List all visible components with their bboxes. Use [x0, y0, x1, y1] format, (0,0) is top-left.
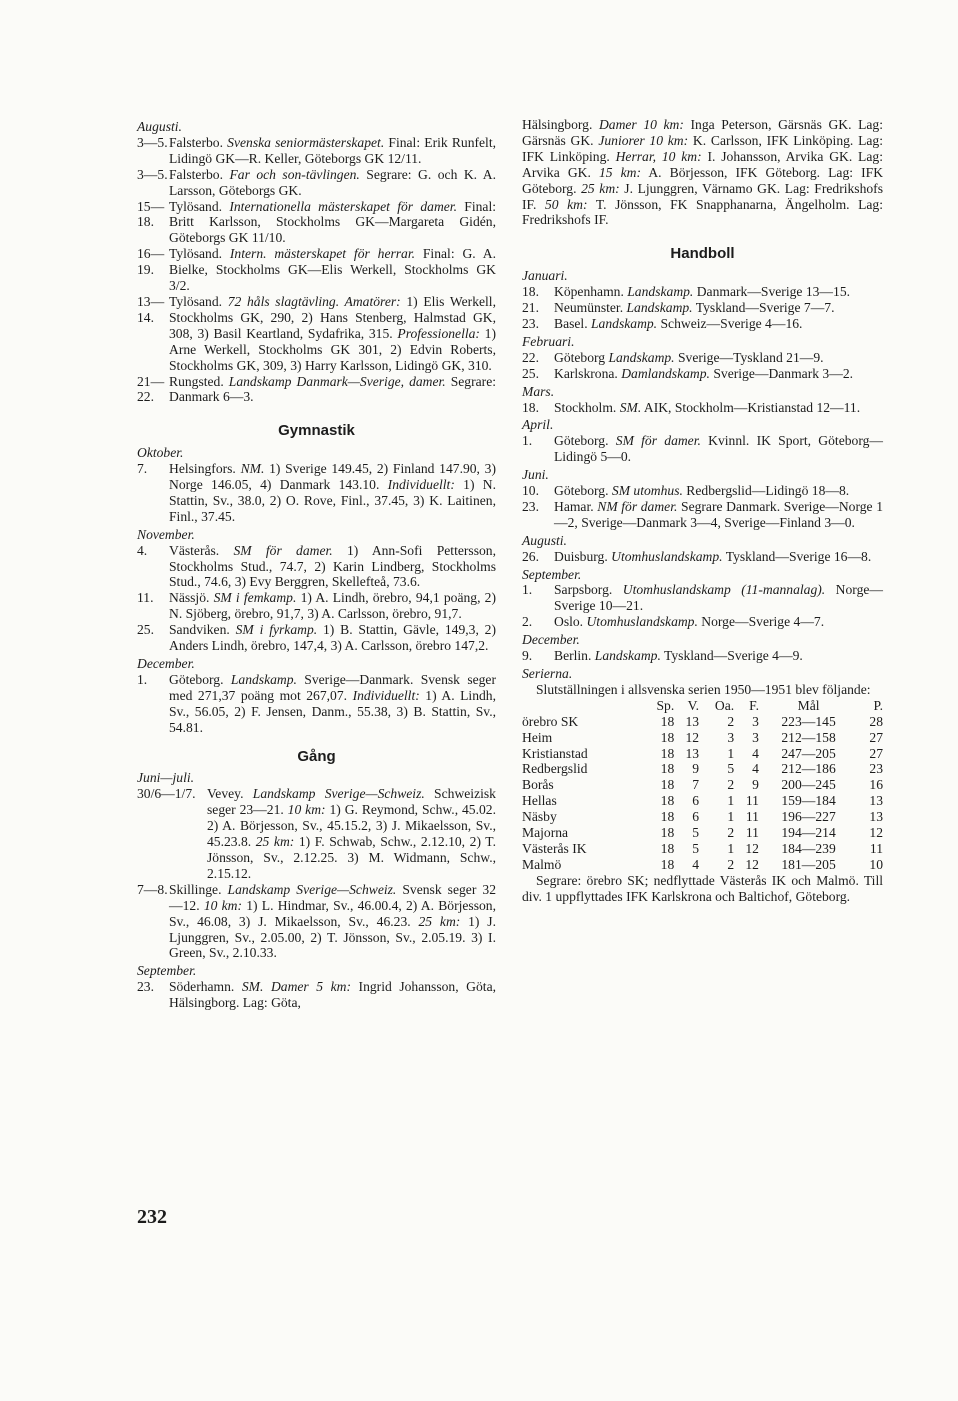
entry-text: Basel. Landskamp. Schweiz—Sverige 4—16. [554, 315, 803, 331]
cell-f: 12 [745, 856, 759, 872]
month-label: Februari. [522, 333, 575, 349]
result-entry [522, 366, 883, 382]
entry-text: Göteborg Landskamp. Sverige—Tyskland 21—9. [554, 349, 824, 365]
entry-text: Göteborg. SM för damer. Kvinnl. IK Sport, Göteborg—Lidingö 5—0. [554, 433, 883, 465]
entry-text: Vevey. Landskamp Sverige—Schweiz. Schweizisk seger 23—21. 10 km: 1) G. Reymond, Schw., 45.02. 2) A. Börjesson, Sv., 45.15.2, 3) J. Mikaelsson, Sv., 45.23.8. 25 km: 1) F. Schwab, Schw., 2.12.10, 2) T. Jönsson, Sv., 2.12.25. 3) M. Widmann, Schw., 2.15.12. [207, 786, 496, 881]
result-entry [522, 400, 883, 416]
result-entry [137, 622, 496, 654]
entry-text: Göteborg. Landskamp. Sverige—Danmark. Svensk seger med 271,37 poäng mot 267,07. Individuellt: 1) A. Lindh, Sv., 56.05, 2) F. Jensen, Danm., 55.38, 3) B. Stattin, Sv., 54.81. [169, 671, 496, 735]
cell-v: 5 [692, 825, 700, 841]
standings-footer: Segrare: örebro SK; nedflyttade Västerås IK och Malmö. Till div. 1 uppflyttades IFK Karlskrona och Baltichof, Göteborg. [522, 872, 883, 904]
month-label: Augusti. [522, 532, 567, 548]
entry-text: Stockholm. SM. AIK, Stockholm—Kristianstad 12—11. [554, 399, 861, 415]
col-mal: Mål [797, 697, 820, 713]
cell-v: 12 [685, 729, 700, 745]
cell-team: Näsby [522, 809, 557, 825]
section-heading-gang: Gång [297, 747, 336, 765]
cell-p: 23 [869, 761, 883, 777]
table-row [522, 809, 883, 825]
entry-date: 23. [522, 498, 539, 514]
cell-p: 13 [869, 793, 883, 809]
cell-oa: 2 [727, 856, 735, 872]
cell-f: 9 [752, 777, 759, 793]
month-label: Mars. [522, 383, 555, 399]
entry-date: 1. [522, 433, 533, 449]
entry-text: Duisburg. Utomhuslandskamp. Tyskland—Sverige 16—8. [554, 548, 872, 564]
handboll-section [522, 268, 883, 682]
cell-oa: 3 [727, 729, 735, 745]
col-sp: Sp. [656, 697, 675, 713]
entry-date: 16—19. [137, 246, 165, 278]
cell-sp: 18 [660, 825, 675, 841]
entry-date: 1. [522, 582, 533, 598]
result-entry [522, 483, 883, 499]
entry-date: 7—8. [137, 881, 168, 897]
month-label: Juni—juli. [137, 770, 195, 786]
cell-team: Redbergslid [522, 761, 588, 777]
cell-mal: 196—227 [781, 809, 836, 825]
cell-f: 4 [752, 761, 759, 777]
entry-text: Helsingfors. NM. 1) Sverige 149.45, 2) Finland 147.90, 3) Norge 146.05, 4) Danmark 143.10. Individuellt: 1) N. Stattin, Sv., 38.0, 2) O. Rove, Finl., 37.45, 3) K. Laitinen, Finl., 37.45. [169, 461, 497, 524]
result-entry [522, 350, 883, 366]
cell-sp: 18 [660, 745, 675, 761]
entry-date: 25. [137, 622, 154, 638]
entry-text: Sarpsborg. Utomhuslandskamp (11-mannalag). Norge—Sverige 10—21. [554, 582, 883, 614]
entry-text: Oslo. Utomhuslandskamp. Norge—Sverige 4—7. [554, 614, 825, 630]
entry-text: Falsterbo. Svenska seniormästerskapet. Final: Erik Runfelt, Lidingö GK—R. Keller, Göteborgs GK 12/11. [169, 134, 496, 166]
entry-date: 1. [137, 671, 148, 687]
month-label: December. [522, 632, 580, 648]
entry-text: Rungsted. Landskamp Danmark—Sverige, damer. Segrare: Danmark 6—3. [169, 373, 497, 405]
gang-continuation: Hälsingborg. Damer 10 km: Inga Peterson, Gärsnäs GK. Lag: Gärsnäs GK. Juniorer 10 km: K. Carlsson, IFK Linköping. Lag: IFK Linköping. Herrar, 10 km: I. Johansson, Arvika GK. Lag: Arvika GK. 15 km: A. Börjesson, IFK Göteborg. Lag: IFK Göteborg. 25 km: J. Ljunggren, Värnamo GK. Lag: Fredrikshofs IF. 50 km: T. Jönsson, FK Snapphanarna, Ängelholm. Lag: Fredrikshofs IF. [522, 117, 884, 228]
table-row [522, 761, 883, 777]
cell-team: örebro SK [522, 713, 579, 729]
cell-oa: 2 [727, 713, 735, 729]
result-entry [137, 135, 496, 167]
result-entry [137, 461, 496, 525]
cell-team: Hellas [522, 793, 557, 809]
result-entry [522, 300, 883, 316]
table-row [522, 714, 883, 730]
cell-p: 13 [869, 809, 883, 825]
cell-v: 6 [692, 793, 700, 809]
entry-date: 10. [522, 483, 539, 499]
entry-text: Nässjö. SM i femkamp. 1) A. Lindh, örebro, 94,1 poäng, 2) N. Sjöberg, örebro, 91,7, 3) A. Carlsson, örebro, 91,7. [169, 590, 496, 622]
cell-v: 6 [692, 809, 700, 825]
entry-text: Västerås. SM för damer. 1) Ann-Sofi Pettersson, Stockholms Stud., 74.7, 2) Karin Lindberg, Stockholms Stud., 74.6, 3) Evy Berggren, Skellefteå, 73.6. [169, 542, 496, 590]
result-entry [137, 882, 496, 962]
cell-oa: 1 [727, 793, 735, 809]
table-row [522, 841, 883, 857]
entry-date: 30/6—1/7. [137, 786, 196, 802]
cell-team: Kristianstad [522, 745, 588, 761]
result-entry [137, 246, 496, 294]
cell-p: 28 [869, 713, 883, 729]
result-entry [137, 672, 496, 736]
entry-text: Söderhamn. SM. Damer 5 km: Ingrid Johansson, Göta, Hälsingborg. Lag: Göta, [169, 979, 496, 1011]
cell-p: 27 [869, 745, 883, 761]
table-row [522, 746, 883, 762]
cell-team: Malmö [522, 856, 562, 872]
cell-sp: 18 [660, 809, 675, 825]
cell-sp: 18 [660, 729, 675, 745]
table-row [522, 730, 883, 746]
result-entry [522, 433, 883, 465]
result-entry [522, 316, 883, 332]
cell-mal: 223—145 [781, 713, 836, 729]
cell-team: Borås [522, 777, 554, 793]
result-entry [137, 543, 496, 591]
entry-text: Sandviken. SM i fyrkamp. 1) B. Stattin, Gävle, 149,3, 2) Anders Lindh, örebro, 147,4, 3) A. Carlsson, örebro 147,2. [169, 622, 496, 654]
cell-mal: 212—186 [781, 761, 836, 777]
section-heading-gymnastik: Gymnastik [278, 422, 355, 440]
entry-text: Berlin. Landskamp. Tyskland—Sverige 4—9. [554, 648, 803, 664]
table-row [522, 793, 883, 809]
result-entry [522, 582, 883, 614]
result-entry [522, 284, 883, 300]
left-column [137, 117, 496, 1011]
entry-date: 25. [522, 365, 539, 381]
cell-team: Västerås IK [522, 840, 587, 856]
entry-date: 26. [522, 548, 539, 564]
cell-p: 27 [869, 729, 883, 745]
standings-intro: Slutställningen i allsvenska serien 1950—1951 blev följande: [536, 681, 871, 697]
month-label: Juni. [522, 467, 549, 483]
cell-p: 10 [869, 856, 883, 872]
cell-v: 13 [685, 713, 700, 729]
cell-v: 7 [692, 777, 700, 793]
cell-v: 13 [685, 745, 700, 761]
entry-date: 15—18. [137, 198, 165, 230]
month-label: April. [522, 417, 554, 433]
cell-sp: 18 [660, 856, 675, 872]
result-entry [137, 979, 496, 1011]
entry-date: 23. [522, 315, 539, 331]
month-label: September. [137, 963, 197, 979]
month-label: Serierna. [522, 666, 573, 681]
result-entry [522, 499, 883, 531]
col-p: P. [873, 697, 883, 713]
month-label: Januari. [522, 268, 568, 284]
cell-p: 16 [869, 777, 883, 793]
cell-sp: 18 [660, 793, 675, 809]
entry-text: Hamar. NM för damer. Segrare Danmark. Sverige—Norge 1—2, Sverige—Danmark 3—4, Sverige—Finland 3—0. [554, 498, 883, 530]
entry-date: 13—14. [137, 293, 165, 325]
cell-oa: 1 [727, 745, 735, 761]
entry-date: 21. [522, 300, 539, 316]
col-f: F. [749, 697, 759, 713]
gang-section [137, 770, 496, 1011]
result-entry [522, 614, 883, 630]
cell-sp: 18 [660, 761, 675, 777]
entry-date: 3—5. [137, 166, 168, 182]
col-oa: Oa. [714, 697, 735, 713]
month-label: December. [137, 656, 195, 671]
cell-f: 11 [745, 825, 759, 841]
entry-text: Köpenhamn. Landskamp. Danmark—Sverige 13—15. [554, 284, 851, 300]
golf-section [137, 119, 496, 405]
cell-mal: 181—205 [781, 856, 836, 872]
entry-text: Neumünster. Landskamp. Tyskland—Sverige 7—7. [554, 300, 835, 316]
cell-v: 5 [692, 840, 700, 856]
entry-date: 2. [522, 614, 533, 630]
cell-v: 4 [692, 856, 700, 872]
cell-sp: 18 [660, 777, 675, 793]
cell-f: 3 [752, 729, 759, 745]
cell-f: 11 [745, 809, 759, 825]
table-row [522, 825, 883, 841]
result-entry [137, 374, 496, 406]
cell-mal: 200—245 [781, 777, 836, 793]
cell-v: 9 [692, 761, 700, 777]
entry-text: Tylösand. Internationella mästerskapet för damer. Final: Britt Karlsson, Stockholms GK—Margareta Gidén, Göteborgs GK 11/10. [169, 198, 496, 246]
cell-oa: 2 [727, 825, 735, 841]
table-row [522, 777, 883, 793]
cell-p: 11 [869, 840, 883, 856]
cell-oa: 2 [727, 777, 735, 793]
result-entry [137, 590, 496, 622]
cell-oa: 1 [727, 840, 735, 856]
cell-team: Heim [522, 729, 553, 745]
month-label: Augusti. [137, 119, 182, 134]
month-label: Oktober. [137, 445, 184, 461]
cell-f: 4 [752, 745, 759, 761]
cell-f: 11 [745, 793, 759, 809]
entry-date: 7. [137, 461, 148, 477]
cell-team: Majorna [522, 825, 569, 841]
entry-date: 21—22. [137, 373, 165, 405]
cell-mal: 184—239 [781, 840, 836, 856]
entry-date: 22. [522, 349, 539, 365]
result-entry [522, 549, 883, 565]
table-row [522, 857, 883, 873]
month-label: September. [522, 566, 582, 582]
entry-date: 11. [137, 590, 154, 606]
cell-mal: 194—214 [781, 825, 836, 841]
entry-date: 18. [522, 284, 539, 300]
result-entry [137, 786, 496, 881]
cell-mal: 159—184 [781, 793, 836, 809]
gymnastik-section [137, 445, 496, 735]
entry-text: Tylösand. Intern. mästerskapet för herrar. Final: G. A. Bielke, Stockholms GK—Elis Werkell, Stockholms GK 3/2. [169, 246, 496, 294]
result-entry [522, 648, 883, 664]
entry-text: Karlskrona. Damlandskamp. Sverige—Danmark 3—2. [554, 365, 854, 381]
entry-text: Tylösand. 72 håls slagtävling. Amatörer: 1) Elis Werkell, Stockholms GK, 290, 2) Hans Stenberg, Halmstad GK, 308, 3) Basil Keartland, Sydafrika, 315. Professionella: 1) Arne Werkell, Stockholms GK 301, 2) Edvin Roberts, Stockholms GK, 309, 3) Harry Karlsson, Lidingö GK, 310. [169, 293, 496, 373]
cell-f: 3 [752, 713, 759, 729]
cell-sp: 18 [660, 840, 675, 856]
cell-mal: 212—158 [781, 729, 836, 745]
cell-mal: 247—205 [781, 745, 836, 761]
cell-f: 12 [745, 840, 759, 856]
result-entry [137, 294, 496, 374]
month-label: November. [137, 526, 195, 542]
cell-oa: 1 [727, 809, 735, 825]
right-column [522, 117, 883, 905]
section-heading-handboll: Handboll [670, 245, 735, 263]
cell-p: 12 [869, 825, 883, 841]
entry-date: 3—5. [137, 134, 168, 150]
entry-date: 18. [522, 399, 539, 415]
entry-date: 9. [522, 648, 533, 664]
entry-text: Göteborg. SM utomhus. Redbergslid—Lidingö 18—8. [554, 483, 850, 499]
entry-date: 4. [137, 542, 148, 558]
cell-sp: 18 [660, 713, 675, 729]
entry-date: 23. [137, 979, 154, 995]
standings-table [522, 698, 883, 873]
result-entry [137, 199, 496, 247]
entry-text: Skillinge. Landskamp Sverige—Schweiz. Svensk seger 32—12. 10 km: 1) L. Hindmar, Sv., 46.00.4, 2) A. Börjesson, Sv., 46.08, 3) J. Mikaelsson, Sv., 46.23. 25 km: 1) J. Ljunggren, Sv., 2.05.00, 2) T. Jönsson, Sv., 2.05.19. 3) I. Green, Sv., 2.10.33. [169, 881, 497, 961]
standings-header-row [522, 698, 883, 714]
result-entry [137, 167, 496, 199]
entry-text: Falsterbo. Far och son-tävlingen. Segrare: G. och K. A. Larsson, Göteborgs GK. [169, 166, 496, 198]
page-number: 232 [137, 1206, 167, 1228]
cell-oa: 5 [727, 761, 735, 777]
col-v: V. [687, 697, 700, 713]
